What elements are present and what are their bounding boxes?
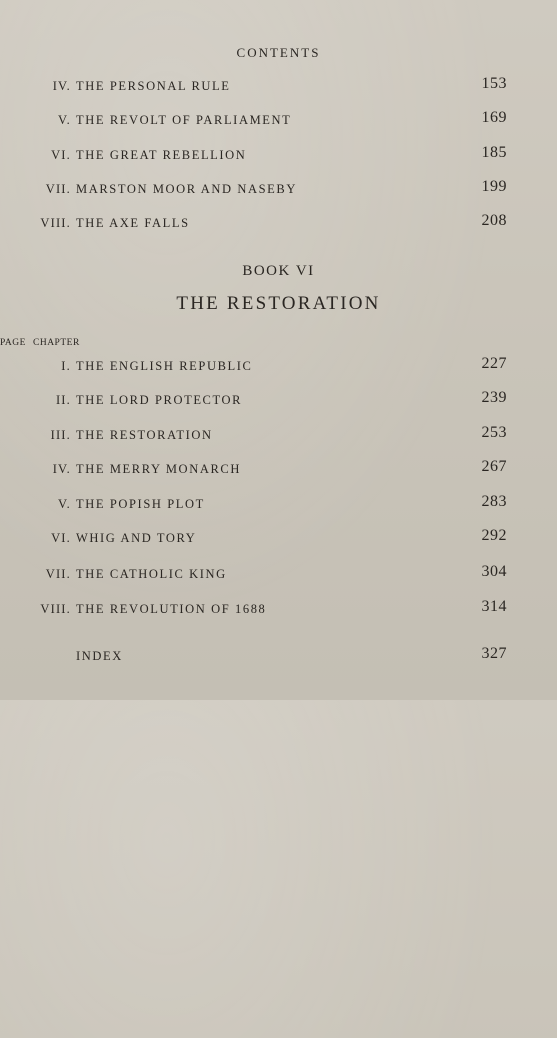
chapter-page: 239	[481, 389, 507, 406]
chapter-title: THE MERRY MONARCH	[76, 462, 241, 476]
book-title: THE RESTORATION	[176, 293, 381, 314]
chapter-column-heading: CHAPTER	[33, 338, 80, 348]
chapter-page: 283	[481, 493, 507, 510]
toc-row	[0, 458, 557, 482]
chapter-numeral: V.	[58, 497, 71, 511]
chapter-numeral: V.	[58, 113, 71, 127]
toc-row	[0, 424, 557, 448]
toc-row	[0, 389, 557, 413]
toc-row	[0, 527, 557, 551]
chapter-title: THE POPISH PLOT	[76, 497, 205, 511]
toc-row	[0, 563, 557, 587]
chapter-page: 253	[481, 424, 507, 441]
chapter-numeral: VI.	[51, 148, 71, 162]
chapter-numeral: VI.	[51, 531, 71, 545]
chapter-page: 227	[481, 355, 507, 372]
chapter-title: THE REVOLUTION OF 1688	[76, 602, 267, 616]
toc-row	[0, 212, 557, 236]
toc-row	[0, 75, 557, 99]
toc-row	[0, 144, 557, 168]
chapter-title: MARSTON MOOR AND NASEBY	[76, 182, 297, 196]
chapter-title: THE GREAT REBELLION	[76, 148, 247, 162]
chapter-page: 314	[481, 598, 507, 615]
chapter-numeral: VII.	[45, 567, 71, 581]
toc-row	[0, 598, 557, 622]
chapter-numeral: VIII.	[40, 602, 71, 616]
chapter-page: 185	[481, 144, 507, 161]
chapter-numeral: I.	[61, 359, 71, 373]
index-row	[0, 645, 557, 669]
book-label: BOOK VI	[242, 263, 315, 279]
chapter-numeral: IV.	[52, 462, 71, 476]
toc-row	[0, 109, 557, 133]
toc-row	[0, 178, 557, 202]
index-title: INDEX	[76, 649, 123, 663]
running-head: CONTENTS	[236, 45, 321, 60]
chapter-title: THE REVOLT OF PARLIAMENT	[76, 113, 292, 127]
chapter-numeral: III.	[50, 428, 71, 442]
page-column-heading: PAGE	[0, 338, 26, 348]
chapter-page: 208	[481, 212, 507, 229]
chapter-numeral: IV.	[52, 79, 71, 93]
toc-row	[0, 355, 557, 379]
chapter-title: THE RESTORATION	[76, 428, 213, 442]
chapter-title: THE LORD PROTECTOR	[76, 393, 243, 407]
chapter-numeral: VIII.	[40, 216, 71, 230]
index-page: 327	[481, 645, 507, 662]
chapter-page: 292	[481, 527, 507, 544]
chapter-page: 153	[481, 75, 507, 92]
chapter-numeral: II.	[55, 393, 71, 407]
chapter-page: 199	[481, 178, 507, 195]
chapter-title: THE ENGLISH REPUBLIC	[76, 359, 253, 373]
chapter-title: THE AXE FALLS	[76, 216, 190, 230]
chapter-title: WHIG AND TORY	[76, 531, 197, 545]
chapter-page: 267	[481, 458, 507, 475]
chapter-page: 304	[481, 563, 507, 580]
chapter-title: THE CATHOLIC KING	[76, 567, 227, 581]
chapter-title: THE PERSONAL RULE	[76, 79, 231, 93]
chapter-numeral: VII.	[45, 182, 71, 196]
chapter-page: 169	[481, 109, 507, 126]
toc-row	[0, 493, 557, 517]
